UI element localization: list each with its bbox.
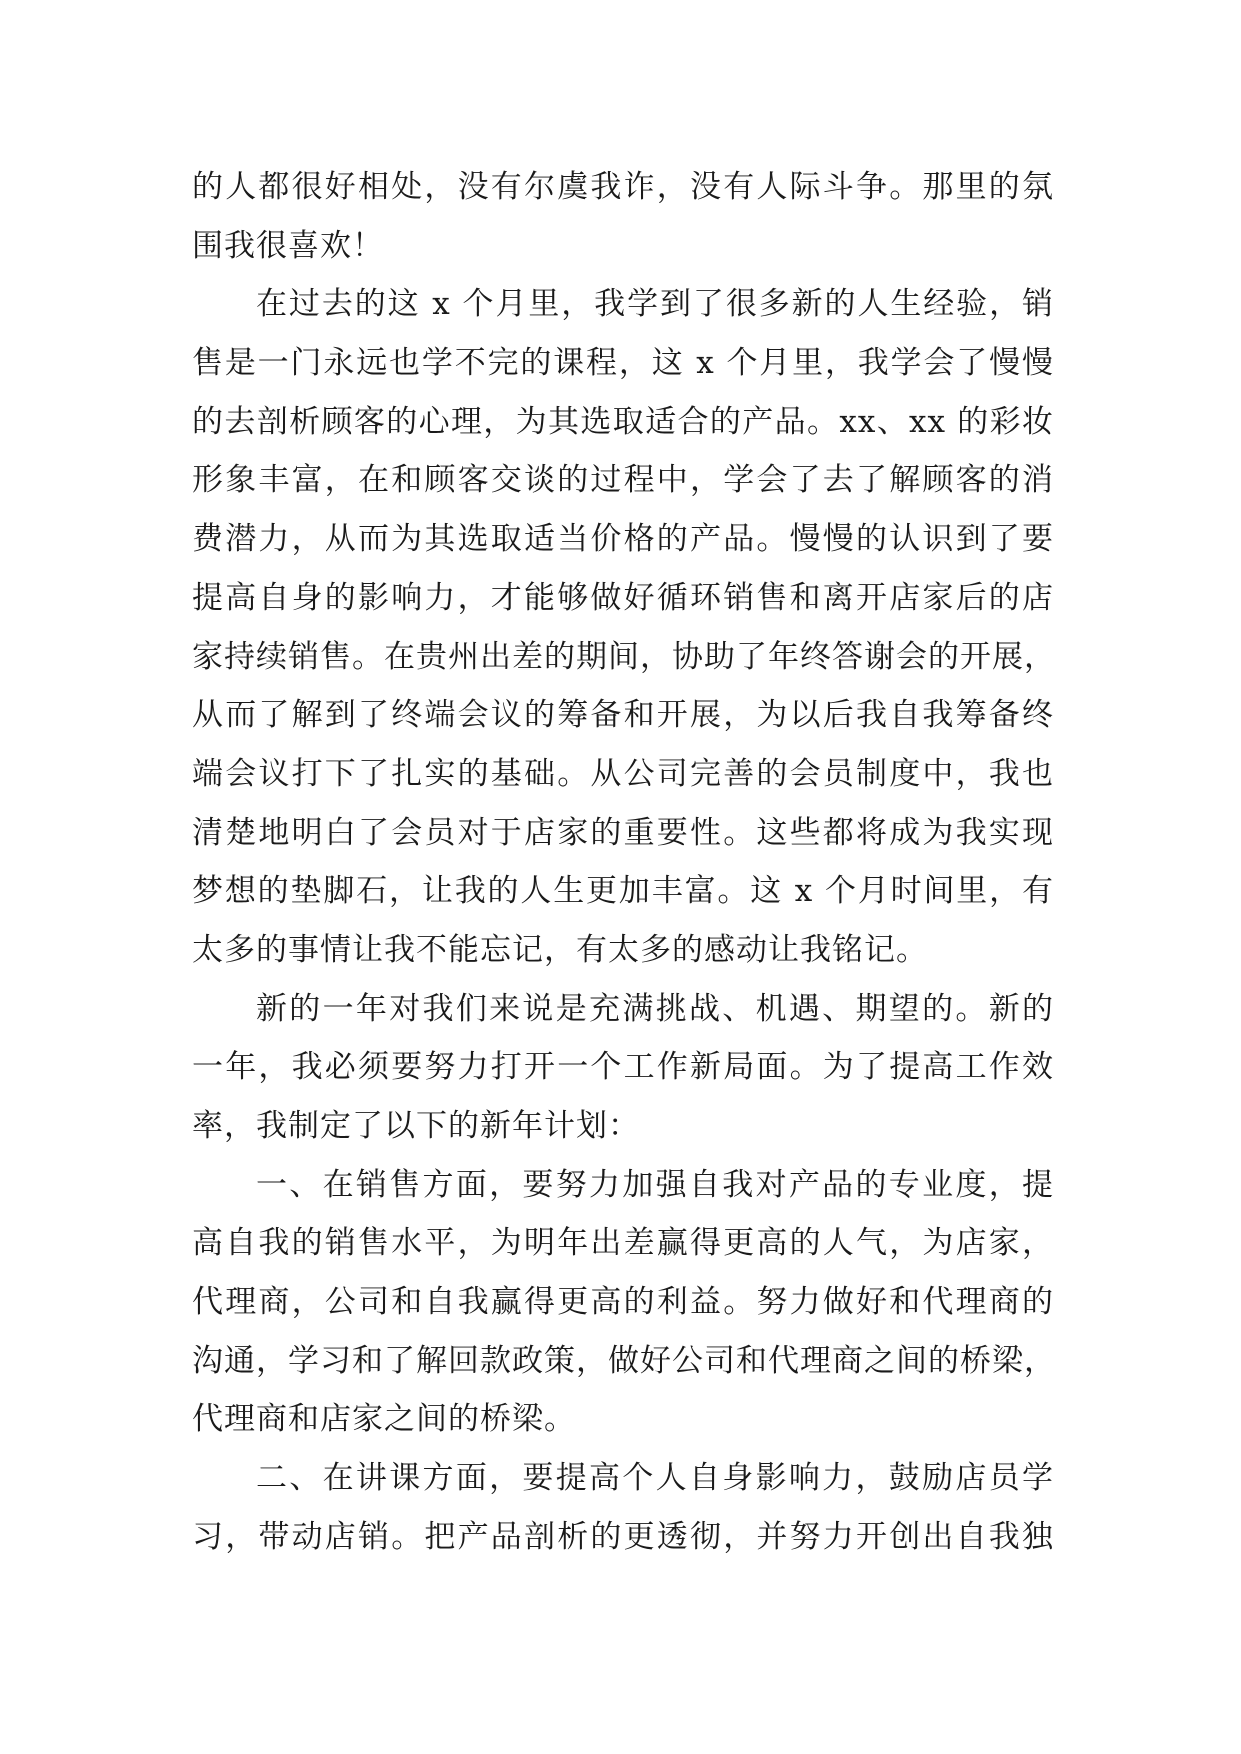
text-line: 售是一门永远也学不完的课程，这 x 个月里，我学会了慢慢 [192, 345, 1054, 382]
text-line: 一、在销售方面，要努力加强自我对产品的专业度，提 [256, 1166, 1054, 1203]
text-line: 习，带动店销。把产品剖析的更透彻，并努力开创出自我独 [192, 1518, 1054, 1555]
text-line: 端会议打下了扎实的基础。从公司完善的会员制度中，我也 [192, 755, 1054, 792]
text-line: 太多的事情让我不能忘记，有太多的感动让我铭记。 [192, 931, 928, 968]
text-line: 代理商和店家之间的桥梁。 [192, 1401, 576, 1438]
text-line: 率，我制定了以下的新年计划： [192, 1108, 640, 1144]
text-line: 在过去的这 x 个月里，我学到了很多新的人生经验，销 [256, 286, 1054, 323]
text-line: 提高自身的影响力，才能够做好循环销售和离开店家后的店 [192, 579, 1054, 616]
text-line: 梦想的垫脚石，让我的人生更加丰富。这 x 个月时间里，有 [192, 873, 1054, 910]
paragraph [192, 275, 1054, 979]
text-line: 从而了解到了终端会议的筹备和开展，为以后我自我筹备终 [192, 697, 1054, 734]
text-line: 形象丰富，在和顾客交谈的过程中，学会了去了解顾客的消 [192, 462, 1054, 499]
text-line: 围我很喜欢！ [192, 227, 384, 264]
paragraph [192, 1156, 1054, 1449]
text-line: 高自我的销售水平，为明年出差赢得更高的人气，为店家， [192, 1225, 1054, 1262]
text-line: 的人都很好相处，没有尔虞我诈，没有人际斗争。那里的氛 [192, 169, 1054, 205]
text-line: 沟通，学习和了解回款政策，做好公司和代理商之间的桥梁， [192, 1342, 1056, 1379]
text-line: 家持续销售。在贵州出差的期间，协助了年终答谢会的开展， [192, 638, 1056, 675]
text-line: 清楚地明白了会员对于店家的重要性。这些都将成为我实现 [192, 814, 1054, 851]
paragraph [192, 980, 1054, 1156]
text-line: 的去剖析顾客的心理，为其选取适合的产品。xx、xx 的彩妆 [192, 403, 1054, 440]
text-line: 一年，我必须要努力打开一个工作新局面。为了提高工作效 [192, 1049, 1054, 1086]
document-page [192, 158, 1054, 1567]
text-line: 费潜力，从而为其选取适当价格的产品。慢慢的认识到了要 [192, 521, 1054, 558]
paragraph [192, 158, 1054, 275]
paragraph [192, 1449, 1054, 1566]
text-line: 代理商，公司和自我赢得更高的利益。努力做好和代理商的 [192, 1284, 1054, 1321]
text-line: 二、在讲课方面，要提高个人自身影响力，鼓励店员学 [256, 1460, 1054, 1497]
text-line: 新的一年对我们来说是充满挑战、机遇、期望的。新的 [256, 990, 1054, 1027]
